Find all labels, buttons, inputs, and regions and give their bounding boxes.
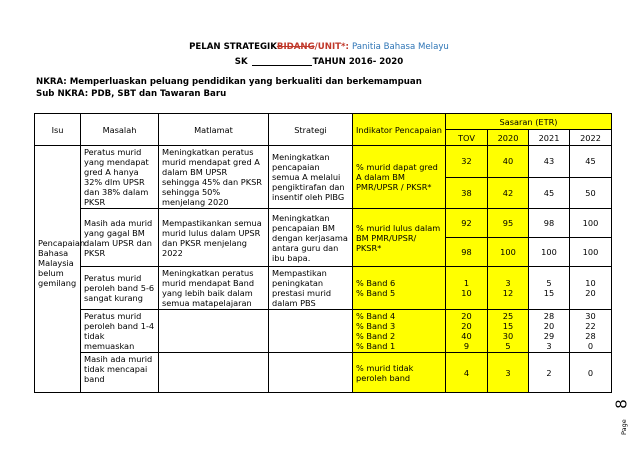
target-stack-2021 <box>529 310 570 353</box>
target-value: 10 <box>585 278 596 288</box>
header-isu: Isu <box>35 114 81 146</box>
target-value: 20 <box>585 288 596 298</box>
header-indikator: Indikator Pencapaian <box>353 114 446 146</box>
header-sasaran: Sasaran (ETR) <box>446 114 612 130</box>
target-cell: 4 <box>446 353 488 393</box>
target-value: 15 <box>543 288 555 298</box>
target-stack-2021 <box>529 267 570 310</box>
masalah-cell-3: Peratus murid peroleh band 5-6 sangat kurang <box>81 267 159 310</box>
target-cell: 95 <box>488 209 529 238</box>
sub-nkra-line: Sub NKRA: PDB, SBT dan Tawaran Baru <box>36 89 227 99</box>
target-value: 30 <box>502 331 514 341</box>
band-label: % Band 1 <box>356 341 396 351</box>
target-cell: 100 <box>488 238 529 267</box>
year-range: TAHUN 2016- 2020 <box>312 57 404 67</box>
target-cell: 38 <box>446 177 488 209</box>
isu-cell: Pencapaian Bahasa Malaysia belum gemilang <box>35 146 81 393</box>
matlamat-cell-2: Mempastikankan semua murid lulus dalam UPSR dan PKSR menjelang 2022 <box>159 209 269 267</box>
nkra-line: NKRA: Memperluaskan peluang pendidikan yang berkualiti dan berkemampuan <box>36 77 422 87</box>
target-cell: 0 <box>570 353 612 393</box>
strategi-cell-4-empty <box>269 310 353 353</box>
masalah-cell-1: Peratus murid yang mendapat gred A hanya 32% dlm UPSR dan 38% dalam PKSR <box>81 146 159 209</box>
masalah-cell-2: Masih ada murid yang gagal BM dalam UPSR dan PKSR <box>81 209 159 267</box>
indikator-cell-5: % murid tidak peroleh band <box>353 353 446 393</box>
indikator-cell-1: % murid dapat gred A dalam BM PMR/UPSR / PKSR* <box>353 146 446 209</box>
target-cell: 100 <box>570 209 612 238</box>
target-cell: 45 <box>570 146 612 178</box>
band-label: % Band 5 <box>356 288 396 298</box>
band-label: % Band 6 <box>356 278 396 288</box>
matlamat-cell-4-empty <box>159 310 269 353</box>
target-value: 0 <box>587 341 594 351</box>
target-cell: 3 <box>488 353 529 393</box>
target-stack-2022 <box>570 310 612 353</box>
page-word: Page <box>620 419 628 435</box>
header-masalah: Masalah <box>81 114 159 146</box>
target-cell: 2 <box>529 353 570 393</box>
header-year-2022: 2022 <box>570 130 612 146</box>
title-unit-label: /UNIT*: <box>314 42 349 52</box>
target-cell: 98 <box>529 209 570 238</box>
indikator-cell-2: % murid lulus dalam BM PMR/UPSR/ PKSR* <box>353 209 446 267</box>
title-struck-word: BIDANG <box>276 42 315 52</box>
title-prefix: PELAN STRATEGIK <box>189 42 277 52</box>
matlamat-cell-1: Meningkatkan peratus murid mendapat gred A dalam BM UPSR sehingga 45% dan PKSR sehingga 50% menjelang 2020 <box>159 146 269 209</box>
band-label: % Band 4 <box>356 311 396 321</box>
page-number-marker <box>613 395 632 435</box>
target-value: 28 <box>585 331 596 341</box>
target-value: 40 <box>461 331 472 341</box>
target-cell: 100 <box>570 238 612 267</box>
target-value: 12 <box>502 288 514 298</box>
target-cell: 43 <box>529 146 570 178</box>
target-stack-tov <box>446 267 488 310</box>
plan-title <box>0 42 638 52</box>
target-value: 5 <box>546 278 552 288</box>
target-stack-tov <box>446 310 488 353</box>
header-year-2021: 2021 <box>529 130 570 146</box>
target-cell: 50 <box>570 177 612 209</box>
target-value: 28 <box>543 311 555 321</box>
header-strategi: Strategi <box>269 114 353 146</box>
target-stack-2020 <box>488 310 529 353</box>
matlamat-cell-5-empty <box>159 353 269 393</box>
target-cell: 42 <box>488 177 529 209</box>
target-value: 15 <box>502 321 514 331</box>
indikator-cell-3 <box>353 267 446 310</box>
target-value: 9 <box>463 341 470 351</box>
target-cell: 45 <box>529 177 570 209</box>
target-value: 22 <box>585 321 596 331</box>
target-cell: 32 <box>446 146 488 178</box>
target-cell: 40 <box>488 146 529 178</box>
target-stack-2020 <box>488 267 529 310</box>
indikator-cell-4 <box>353 310 446 353</box>
target-value: 20 <box>461 321 472 331</box>
header-matlamat: Matlamat <box>159 114 269 146</box>
strategi-cell-5-empty <box>269 353 353 393</box>
band-label: % Band 2 <box>356 331 396 341</box>
target-value: 25 <box>502 311 514 321</box>
target-value: 5 <box>505 341 511 351</box>
target-value: 29 <box>543 331 555 341</box>
target-cell: 92 <box>446 209 488 238</box>
target-value: 20 <box>543 321 555 331</box>
target-cell: 98 <box>446 238 488 267</box>
page-number: 8 <box>613 399 631 409</box>
target-stack-2022 <box>570 267 612 310</box>
strategi-cell-3: Mempastikan peningkatan prestasi murid dalam PBS <box>269 267 353 310</box>
target-value: 30 <box>585 311 596 321</box>
strategi-cell-1: Meningkatkan pencapaian semua A melalui pengiktirafan dan insentif oleh PIBG <box>269 146 353 209</box>
matlamat-cell-3: Meningkatkan peratus murid mendapat Band yang lebih baik dalam semua matapelajaran <box>159 267 269 310</box>
school-year-line <box>0 56 638 67</box>
masalah-cell-5: Masih ada murid tidak mencapai band <box>81 353 159 393</box>
strategi-cell-2: Meningkatkan pencapaian BM dengan kerjasama antara guru dan ibu bapa. <box>269 209 353 267</box>
band-label: % Band 3 <box>356 321 396 331</box>
target-cell: 100 <box>529 238 570 267</box>
header-year-tov: TOV <box>446 130 488 146</box>
school-name-blank <box>252 56 312 66</box>
target-value: 1 <box>463 278 470 288</box>
masalah-cell-4: Peratus murid peroleh band 1-4 tidak memuaskan <box>81 310 159 353</box>
target-value: 10 <box>461 288 472 298</box>
target-value: 20 <box>461 311 472 321</box>
target-value: 3 <box>505 278 511 288</box>
school-label: SK <box>234 57 248 67</box>
unit-name: Panitia Bahasa Melayu <box>351 42 449 52</box>
header-year-2020: 2020 <box>488 130 529 146</box>
target-value: 3 <box>546 341 552 351</box>
strategic-plan-table <box>34 113 612 393</box>
